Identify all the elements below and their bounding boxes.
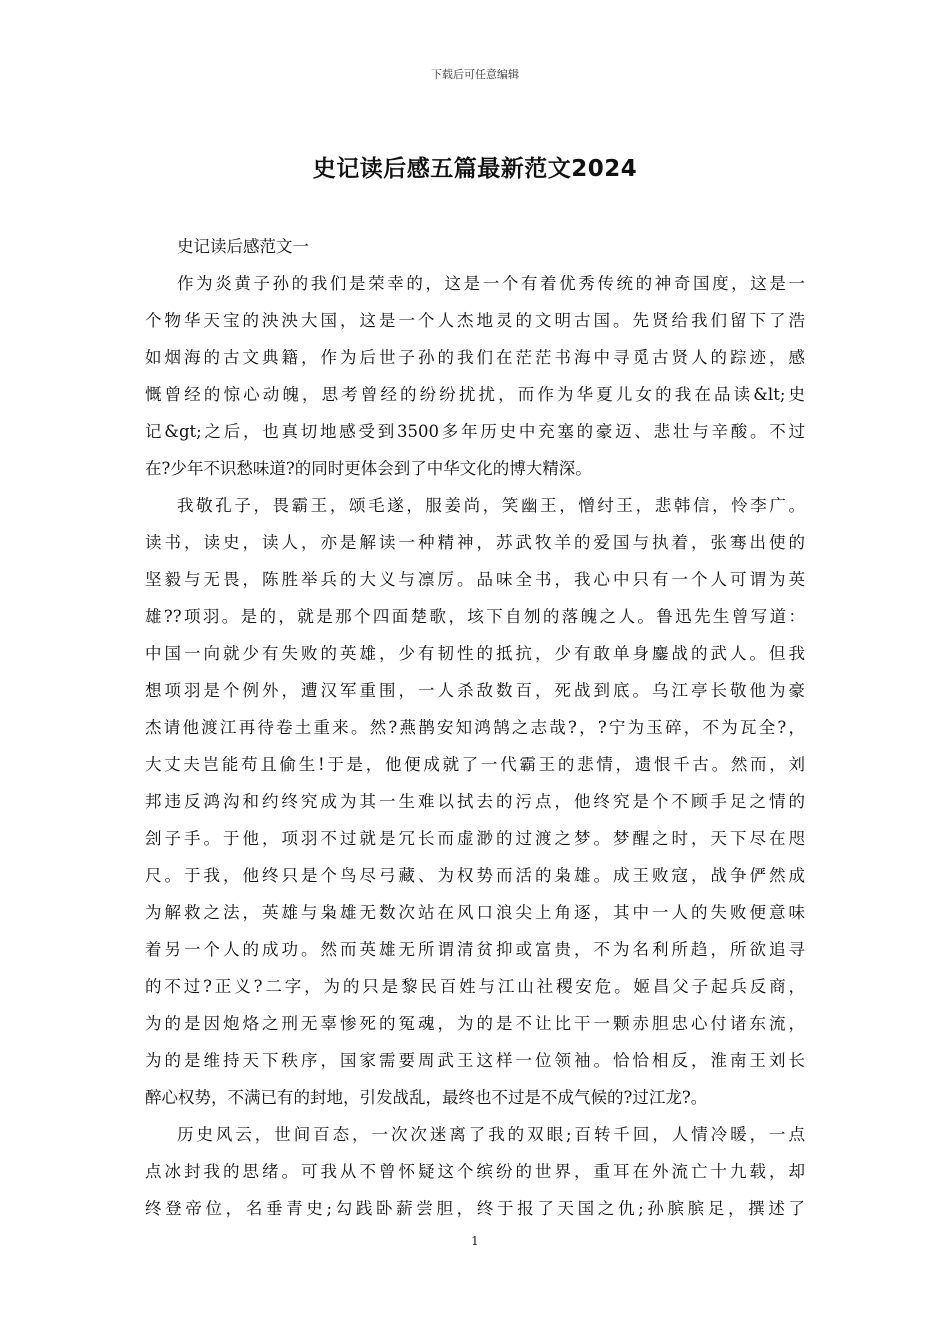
text-line: 点冰封我的思绪。可我从不曾怀疑这个缤纷的世界，重耳在外流亡十九载，却 <box>145 1162 805 1181</box>
text-line: 为的是因炮烙之刑无辜惨死的冤魂，为的是不让比干一颗赤胆忠心付诸东流， <box>145 1014 805 1033</box>
text-line: 尺。于我，他终只是个鸟尽弓藏、为权势而活的枭雄。成王败寇，战争俨然成 <box>145 866 805 885</box>
text-line: 个物华天宝的泱泱大国，这是一个人杰地灵的文明古国。先贤给我们留下了浩 <box>145 311 805 330</box>
text-line: 醉心权势，不满已有的封地，引发战乱，最终也不过是不成气候的?过江龙?。 <box>145 1088 708 1107</box>
page-header: 下载后可任意编辑 <box>431 68 519 81</box>
text-line: 着另一个人的成功。然而英雄无所谓清贫抑或富贵，不为名利所趋，所欲追寻 <box>145 940 805 959</box>
text-line: 杰请他渡江再待卷土重来。然?燕鹊安知鸿鹄之志哉?，?宁为玉碎，不为瓦全?， <box>145 718 805 737</box>
text-line: 大丈夫岂能苟且偷生!于是，他便成就了一代霸王的悲情，遗恨千古。然而，刘 <box>145 755 805 774</box>
page-number: 1 <box>471 1234 479 1248</box>
text-line: 我敬孔子，畏霸王，颂毛遂，服姜尚，笑幽王，憎纣王，悲韩信，怜李广。 <box>177 496 805 515</box>
section-heading: 史记读后感范文一 <box>177 237 309 256</box>
paragraph-2 <box>145 487 805 1116</box>
text-line: 慨曾经的惊心动魄，思考曾经的纷纷扰扰，而作为华夏儿女的我在品读&lt;史 <box>145 385 805 404</box>
text-line: 作为炎黄子孙的我们是荣幸的，这是一个有着优秀传统的神奇国度，这是一 <box>177 274 805 293</box>
text-line: 坚毅与无畏，陈胜举兵的大义与凛厉。品味全书，我心中只有一个人可谓为英 <box>145 570 805 589</box>
text-line: 读书，读史，读人，亦是解读一种精神，苏武牧羊的爱国与执着，张骞出使的 <box>145 533 805 552</box>
paragraph-1 <box>145 265 805 487</box>
text-line: 历史风云，世间百态，一次次迷离了我的双眼;百转千回，人情冷暖，一点 <box>177 1125 805 1144</box>
text-line: 刽子手。于他，项羽不过就是冗长而虚渺的过渡之梦。梦醒之时，天下尽在咫 <box>145 829 805 848</box>
text-line: 邦违反鸿沟和约终究成为其一生难以拭去的污点，他终究是个不顾手足之情的 <box>145 792 805 811</box>
text-line: 终登帝位，名垂青史;勾践卧薪尝胆，终于报了天国之仇;孙膑膑足，撰述了 <box>145 1199 805 1218</box>
text-line: 想项羽是个例外，遭汉军重围，一人杀敌数百，死战到底。乌江亭长敬他为豪 <box>145 681 805 700</box>
document-body <box>145 228 805 1227</box>
text-line: 记&gt;之后，也真切地感受到3500多年历史中充塞的豪迈、悲壮与辛酸。不过 <box>145 422 805 441</box>
text-line: 雄??项羽。是的，就是那个四面楚歌，垓下自刎的落魄之人。鲁迅先生曾写道： <box>145 607 805 626</box>
text-line: 为的是维持天下秩序，国家需要周武王这样一位领袖。恰恰相反，淮南王刘长 <box>145 1051 805 1070</box>
text-line: 的不过?正义?二字，为的只是黎民百姓与江山社稷安危。姬昌父子起兵反商， <box>145 977 805 996</box>
paragraph-3 <box>145 1116 805 1227</box>
text-line: 如烟海的古文典籍，作为后世子孙的我们在茫茫书海中寻觅古贤人的踪迹，感 <box>145 348 805 367</box>
text-line: 为解救之法，英雄与枭雄无数次站在风口浪尖上角逐，其中一人的失败便意味 <box>145 903 805 922</box>
text-line: 在?少年不识愁味道?的同时更体会到了中华文化的博大精深。 <box>145 459 592 478</box>
text-line: 中国一向就少有失败的英雄，少有韧性的抵抗，少有敢单身鏖战的武人。但我 <box>145 644 805 663</box>
document-title: 史记读后感五篇最新范文2024 <box>312 156 638 182</box>
